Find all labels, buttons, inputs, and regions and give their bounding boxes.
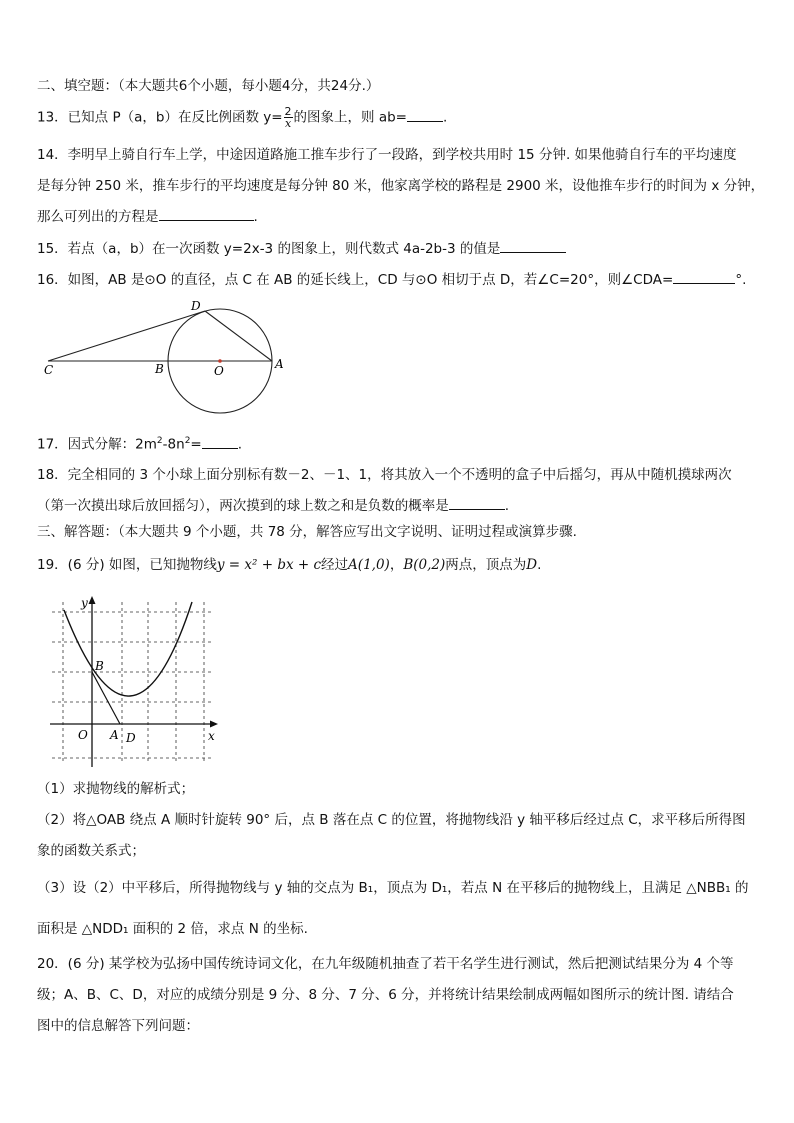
q19-point-b: B(0,2) (403, 557, 446, 573)
q19-point-a: A(1,0) (348, 557, 390, 573)
q19-stem-c: 两点，顶点为 (445, 557, 527, 573)
section-heading-fill-in: 二、填空题：（本大题共6个小题，每小题4分，共24分.） (37, 78, 380, 94)
q17-exponent-1: 2 (156, 436, 163, 446)
question-15 (37, 240, 566, 258)
section-heading-solutions: 三、解答题：（本大题共 9 个小题，共 78 分，解答应写出文字说明、证明过程或演算步骤. (37, 524, 577, 540)
q19-stem-end: . (537, 557, 542, 573)
q20-line-1: 20．(6 分) 某学校为弘扬中国传统诗词文化，在九年级随机抽查了若干名学生进行测试，然后把测试结果分为 4 个等 (37, 956, 734, 972)
q18-line-2 (37, 497, 509, 515)
question-13 (37, 106, 447, 129)
q16-end: °. (735, 272, 747, 288)
label-o: O (214, 364, 224, 378)
q14-line-3-text: 那么可列出的方程是 (37, 209, 159, 225)
q16-circle-figure (40, 298, 290, 414)
chord-da (205, 311, 272, 361)
q13-text-after: 的图象上，则 ab= (293, 109, 407, 126)
q19-parabola-figure (44, 592, 224, 770)
parabola-curve (64, 602, 192, 696)
q19-part-3-line-2: 面积是 △NDD₁ 面积的 2 倍，求点 N 的坐标. (37, 921, 308, 937)
q19-part-2-line-2: 象的函数关系式； (37, 843, 145, 859)
label-c: C (44, 363, 54, 377)
label-d: D (191, 299, 201, 313)
q18-line-1: 18．完全相同的 3 个小球上面分别标有数－2、－1、1，将其放入一个不透明的盒子中后摇匀，再从中随机摸球两次 (37, 467, 732, 483)
q20-line-2: 级；A、B、C、D，对应的成绩分别是 9 分、8 分、7 分、6 分，并将统计结果绘制成两幅如图所示的统计图. 请结合 (37, 987, 734, 1003)
q19-vertex: D (526, 557, 538, 573)
q13-end: . (443, 109, 448, 126)
q16-answer-blank (673, 271, 735, 284)
q20-line-3: 图中的信息解答下列问题： (37, 1018, 199, 1034)
label-a: A (275, 357, 284, 371)
q14-answer-blank (159, 208, 254, 221)
label-x: x (208, 729, 215, 743)
q13-fraction (284, 106, 293, 129)
label-b: B (95, 659, 104, 673)
q18-line-2-end: . (504, 498, 510, 514)
tangent-cd (48, 311, 205, 361)
q17-end: . (237, 436, 243, 453)
q18-answer-blank (449, 497, 505, 510)
q14-line-2: 是每分钟 250 米，推车步行的平均速度是每分钟 80 米，他家离学校的路程是 2900 米，设他推车步行的时间为 x 分钟， (37, 178, 765, 194)
q15-text: 15．若点（a，b）在一次函数 y=2x-3 的图象上，则代数式 4a-2b-3 的值是 (37, 241, 501, 257)
label-y: y (81, 596, 88, 610)
q17-mid: -8n (162, 436, 185, 453)
question-16 (37, 271, 746, 289)
q17-text: 17．因式分解：2m (37, 436, 157, 453)
q13-text-before: 13．已知点 P（a，b）在反比例函数 y= (37, 109, 283, 126)
q17-exponent-2: 2 (184, 436, 191, 446)
q19-part-1: （1）求抛物线的解析式； (37, 781, 195, 797)
q19-stem (37, 556, 541, 574)
q14-line-1: 14．李明早上骑自行车上学，中途因道路施工推车步行了一段路，到学校共用时 15 分钟. 如果他骑自行车的平均速度 (37, 147, 737, 163)
question-17 (37, 432, 242, 454)
label-d: D (126, 731, 136, 745)
q16-text: 16．如图，AB 是⊙O 的直径，点 C 在 AB 的延长线上，CD 与⊙O 相切于点 D，若∠C=20°，则∠CDA= (37, 272, 674, 288)
segment-ab (92, 672, 120, 724)
q19-parabola-formula: y = x² + bx + c (216, 557, 322, 573)
center-point-o (218, 359, 222, 363)
x-axis-arrow (210, 721, 218, 728)
label-b: B (155, 362, 164, 376)
q14-line-3 (37, 208, 258, 226)
q19-stem-b: 经过 (321, 557, 349, 573)
q19-part-3-line-1: （3）设（2）中平移后，所得抛物线与 y 轴的交点为 B₁，顶点为 D₁，若点 N 在平移后的抛物线上，且满足 △NBB₁ 的 (37, 880, 749, 896)
q17-equals: = (190, 436, 202, 453)
label-a: A (110, 728, 119, 742)
q13-fraction-denominator: x (284, 117, 292, 130)
y-axis-arrow (89, 596, 96, 604)
q17-answer-blank (202, 436, 238, 449)
q18-line-2-text: （第一次摸出球后放回摇匀），两次摸到的球上数之和是负数的概率是 (37, 498, 449, 514)
label-o: O (78, 728, 88, 742)
q19-separator: ， (389, 557, 404, 573)
q13-fraction-numerator: 2 (284, 105, 292, 118)
q14-line-3-end: . (253, 209, 258, 225)
q15-answer-blank (500, 240, 566, 253)
q19-stem-a: 19．(6 分) 如图，已知抛物线 (37, 557, 217, 573)
q13-answer-blank (407, 109, 443, 122)
q19-part-2-line-1: （2）将△OAB 绕点 A 顺时针旋转 90° 后，点 B 落在点 C 的位置，将抛物线沿 y 轴平移后经过点 C，求平移后所得图 (37, 812, 746, 828)
